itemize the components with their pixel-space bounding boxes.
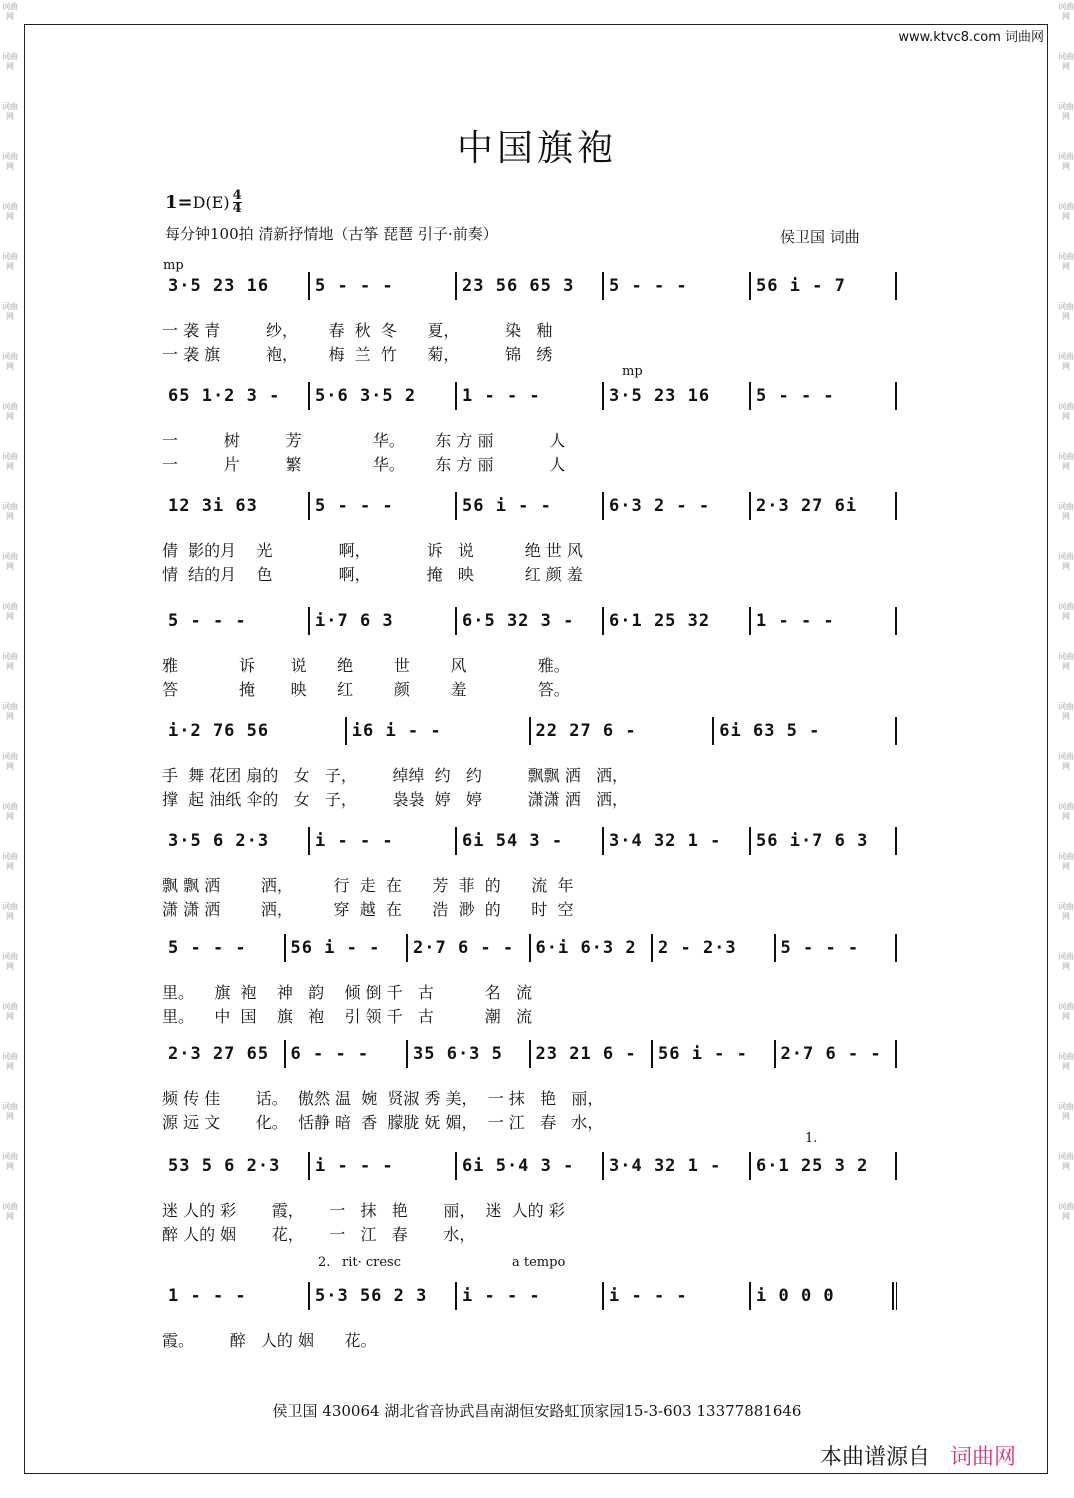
- watermark-text: 词曲网: [1058, 502, 1074, 521]
- watermark-text: 词曲网: [1058, 1102, 1074, 1121]
- barline: [774, 1040, 776, 1068]
- watermark-text: 词曲网: [1058, 1002, 1074, 1021]
- barline: [455, 1152, 457, 1180]
- barline: [749, 272, 751, 300]
- lyric-line-1: 倩 影的月 光 啊， 诉 说 绝 世 风: [162, 541, 583, 560]
- song-title: 中国旗袍: [456, 128, 617, 169]
- watermark-text: 词曲网: [2, 852, 18, 871]
- measure-notes: 23 21 6 -: [535, 1044, 637, 1064]
- lyric-line-2: 撑 起 油纸 伞的 女 子， 袅袅 婷 婷 潇潇 洒 洒，: [162, 790, 629, 809]
- measure-notes: 5·3 56 2 3: [315, 1286, 428, 1306]
- music-system: [162, 932, 897, 1032]
- measure-notes: i6 i - -: [351, 721, 442, 741]
- notation-line: [162, 380, 897, 412]
- a-tempo-mark: a tempo: [512, 1255, 566, 1270]
- watermark-text: 词曲网: [1058, 202, 1074, 221]
- lyric-line-2: 源 远 文 化。 恬静 暗 香 朦胧 妩 媚， 一 江 春 水，: [162, 1113, 604, 1132]
- barline: [602, 1152, 604, 1180]
- lyric-line-1: 手 舞 花团 扇的 女 子， 绰绰 约 约 飘飘 洒 洒，: [162, 766, 629, 785]
- barline: [895, 1040, 897, 1068]
- barline: [529, 717, 531, 745]
- dynamic-mp-2: mp: [622, 364, 643, 379]
- watermark-text: 词曲网: [2, 602, 18, 621]
- barline: [455, 1282, 457, 1310]
- watermark-text: 词曲网: [1058, 552, 1074, 571]
- measure-notes: 5 - - -: [168, 938, 247, 958]
- watermark-text: 词曲网: [1058, 402, 1074, 421]
- site-url[interactable]: www.ktvc8.com 词曲网: [898, 30, 1044, 45]
- music-system: [162, 270, 897, 370]
- notation-line: [162, 825, 897, 857]
- measure-notes: 3·4 32 1 -: [609, 1156, 722, 1176]
- measure-notes: 1 - - -: [168, 1286, 247, 1306]
- notation-line: [162, 932, 897, 964]
- lyric-line-2: 答 掩 映 红 颜 羞 答。: [162, 680, 570, 699]
- watermark-text: 词曲网: [1058, 802, 1074, 821]
- measure-notes: 6i 63 5 -: [719, 721, 821, 741]
- measure-notes: 22 27 6 -: [535, 721, 637, 741]
- measure-notes: 5 - - -: [756, 386, 835, 406]
- measure-notes: 6i 5·4 3 -: [462, 1156, 575, 1176]
- barline: [749, 382, 751, 410]
- barline: [308, 1282, 310, 1310]
- music-system: [162, 715, 897, 815]
- watermark-text: 词曲网: [1058, 1152, 1074, 1171]
- volta-1-mark: 1.: [805, 1131, 818, 1146]
- barline: [895, 272, 897, 300]
- measure-notes: i·7 6 3: [315, 611, 394, 631]
- music-system: [162, 380, 897, 480]
- barline: [895, 717, 897, 745]
- measure-notes: 5 - - -: [168, 611, 247, 631]
- measure-notes: 6·1 25 32: [609, 611, 711, 631]
- measure-notes: 6 - - -: [290, 1044, 370, 1064]
- barline: [455, 607, 457, 635]
- barline: [602, 607, 604, 635]
- barline: [895, 827, 897, 855]
- watermark-text: 词曲网: [1058, 952, 1074, 971]
- watermark-text: 词曲网: [1058, 602, 1074, 621]
- barline: [749, 1282, 751, 1310]
- barline: [651, 1040, 653, 1068]
- measure-notes: 3·4 32 1 -: [609, 831, 722, 851]
- measure-notes: 6i 54 3 -: [462, 831, 564, 851]
- watermark-text: 词曲网: [2, 2, 18, 21]
- measure-notes: 5·6 3·5 2: [315, 386, 417, 406]
- watermark-text: 词曲网: [2, 302, 18, 321]
- watermark-text: 词曲网: [2, 1102, 18, 1121]
- barline: [749, 1152, 751, 1180]
- watermark-text: 词曲网: [2, 552, 18, 571]
- barline: [284, 934, 286, 962]
- lyric-line-1: 霞。 醉 人的 姻 花。: [162, 1331, 377, 1350]
- watermark-text: 词曲网: [1058, 1202, 1074, 1221]
- source-credit: [820, 1440, 1016, 1471]
- barline: [602, 1282, 604, 1310]
- measure-notes: 6·5 32 3 -: [462, 611, 575, 631]
- measure-notes: 5 - - -: [780, 938, 860, 958]
- barline: [895, 382, 897, 410]
- lyric-line-2: 情 结的月 色 啊， 掩 映 红 颜 羞: [162, 565, 583, 584]
- source-label: 本曲谱源自: [820, 1445, 931, 1470]
- measure-notes: 6·i 6·3 2: [535, 938, 637, 958]
- watermark-text: 词曲网: [1058, 452, 1074, 471]
- barline: [602, 382, 604, 410]
- watermark-text: 词曲网: [1058, 1052, 1074, 1071]
- notation-line: [162, 1038, 897, 1070]
- measure-notes: 5 - - -: [609, 276, 688, 296]
- measure-notes: i - - -: [315, 1156, 394, 1176]
- watermark-text: 词曲网: [2, 702, 18, 721]
- barline: [895, 1152, 897, 1180]
- measure-notes: 56 i - -: [462, 496, 552, 516]
- watermark-text: 词曲网: [1058, 752, 1074, 771]
- music-system: [162, 825, 897, 925]
- lyric-line-1: 一 袭 青 纱， 春 秋 冬 夏， 染 釉: [162, 321, 553, 340]
- barline: [308, 382, 310, 410]
- notation-line: [162, 715, 897, 747]
- music-system: [162, 605, 897, 705]
- music-system: [162, 490, 897, 590]
- watermark-text: 词曲网: [1058, 2, 1074, 21]
- watermark-text: 词曲网: [1058, 852, 1074, 871]
- notation-line: [162, 490, 897, 522]
- time-numerator: 4: [232, 188, 242, 203]
- source-brand[interactable]: 词曲网: [950, 1445, 1017, 1470]
- final-barline: [892, 1282, 897, 1310]
- lyric-line-2: 里。 中 国 旗 袍 引 领 千 古 潮 流: [162, 1007, 533, 1026]
- measure-notes: 53 5 6 2·3: [168, 1156, 281, 1176]
- barline: [602, 272, 604, 300]
- barline: [895, 492, 897, 520]
- lyric-line-1: 迷 人的 彩 霞， 一 抹 艳 丽， 迷 人的 彩: [162, 1201, 565, 1220]
- watermark-text: 词曲网: [2, 1052, 18, 1071]
- time-denominator: 4: [232, 201, 242, 216]
- watermark-text: 词曲网: [1058, 102, 1074, 121]
- measure-notes: i·2 76 56: [168, 721, 270, 741]
- music-system: [162, 1280, 897, 1380]
- lyric-line-1: 频 传 佳 话。 傲然 温 婉 贤淑 秀 美， 一 抹 艳 丽，: [162, 1089, 604, 1108]
- watermark-text: 词曲网: [2, 1002, 18, 1021]
- barline: [895, 607, 897, 635]
- watermark-text: 词曲网: [2, 952, 18, 971]
- measure-notes: 3·5 23 16: [609, 386, 711, 406]
- measure-notes: 65 1·2 3 -: [168, 386, 281, 406]
- watermark-text: 词曲网: [1058, 702, 1074, 721]
- tempo-marking: 每分钟100拍 清新抒情地（古筝 琵琶 引子·前奏）: [165, 225, 498, 243]
- measure-notes: i - - -: [315, 831, 394, 851]
- watermark-text: 词曲网: [1058, 902, 1074, 921]
- measure-notes: 2 - 2·3: [658, 938, 737, 958]
- time-signature: [233, 190, 242, 215]
- barline: [406, 934, 408, 962]
- music-system: [162, 1038, 897, 1138]
- watermark-text: 词曲网: [1058, 152, 1074, 171]
- notation-line: [162, 1280, 897, 1312]
- barline: [455, 272, 457, 300]
- measure-notes: 1 - - -: [462, 386, 541, 406]
- measure-notes: i - - -: [609, 1286, 688, 1306]
- barline: [308, 607, 310, 635]
- notation-line: [162, 605, 897, 637]
- barline: [406, 1040, 408, 1068]
- measure-notes: 35 6·3 5: [413, 1044, 503, 1064]
- watermark-text: 词曲网: [2, 652, 18, 671]
- watermark-text: 词曲网: [2, 902, 18, 921]
- measure-notes: i 0 0 0: [756, 1286, 835, 1306]
- barline: [455, 382, 457, 410]
- barline: [602, 827, 604, 855]
- measure-notes: 2·7 6 - -: [780, 1044, 882, 1064]
- watermark-text: 词曲网: [2, 152, 18, 171]
- barline: [602, 492, 604, 520]
- key-signature: [165, 190, 242, 215]
- key-tonality: D(E): [192, 193, 230, 212]
- measure-notes: i - - -: [462, 1286, 541, 1306]
- music-system: [162, 1150, 897, 1250]
- watermark-strip-right: [1058, 0, 1074, 1498]
- lyric-line-2: 醉 人的 姻 花， 一 江 春 水，: [162, 1225, 476, 1244]
- watermark-text: 词曲网: [1058, 52, 1074, 71]
- barline: [308, 827, 310, 855]
- volta-2-mark: 2.: [318, 1255, 331, 1270]
- barline: [308, 272, 310, 300]
- barline: [712, 717, 714, 745]
- barline: [774, 934, 776, 962]
- measure-notes: 2·3 27 65: [168, 1044, 270, 1064]
- watermark-text: 词曲网: [1058, 652, 1074, 671]
- contact-footer: 侯卫国 430064 湖北省音协武昌南湖恒安路虹顶家园15-3-603 13377881646: [272, 1402, 802, 1420]
- barline: [749, 492, 751, 520]
- measure-notes: 12 3i 63: [168, 496, 258, 516]
- lyric-line-1: 一 树 芳 华。 东 方 丽 人: [162, 431, 566, 450]
- barline: [749, 827, 751, 855]
- measure-notes: 6·3 2 - -: [609, 496, 711, 516]
- barline: [455, 827, 457, 855]
- watermark-text: 词曲网: [2, 252, 18, 271]
- lyric-line-1: 雅 诉 说 绝 世 风 雅。: [162, 656, 570, 675]
- barline: [651, 934, 653, 962]
- lyric-line-2: 一 袭 旗 袍， 梅 兰 竹 菊， 锦 绣: [162, 345, 553, 364]
- notation-line: [162, 1150, 897, 1182]
- barline: [284, 1040, 286, 1068]
- watermark-text: 词曲网: [2, 402, 18, 421]
- watermark-text: 词曲网: [1058, 302, 1074, 321]
- lyric-line-2: 潇 潇 洒 洒， 穿 越 在 浩 渺 的 时 空: [162, 900, 574, 919]
- watermark-text: 词曲网: [2, 102, 18, 121]
- watermark-text: 词曲网: [2, 352, 18, 371]
- watermark-text: 词曲网: [2, 802, 18, 821]
- watermark-text: 词曲网: [2, 202, 18, 221]
- watermark-text: 词曲网: [2, 1152, 18, 1171]
- measure-notes: 3·5 6 2·3: [168, 831, 270, 851]
- measure-notes: 6·1 25 3 2: [756, 1156, 869, 1176]
- key-prefix: 1=: [165, 192, 193, 213]
- barline: [455, 492, 457, 520]
- dynamic-mp-1: mp: [163, 258, 184, 273]
- measure-notes: 2·7 6 - -: [413, 938, 515, 958]
- watermark-text: 词曲网: [1058, 352, 1074, 371]
- measure-notes: 56 i - -: [658, 1044, 748, 1064]
- watermark-text: 词曲网: [2, 1202, 18, 1221]
- lyric-line-1: 里。 旗 袍 神 韵 倾 倒 千 古 名 流: [162, 983, 533, 1002]
- barline: [749, 607, 751, 635]
- notation-line: [162, 270, 897, 302]
- watermark-text: 词曲网: [2, 52, 18, 71]
- barline: [345, 717, 347, 745]
- barline: [895, 934, 897, 962]
- measure-notes: 5 - - -: [315, 276, 394, 296]
- measure-notes: 2·3 27 6i: [756, 496, 858, 516]
- watermark-text: 词曲网: [1058, 252, 1074, 271]
- barline: [308, 1152, 310, 1180]
- watermark-text: 词曲网: [2, 502, 18, 521]
- watermark-text: 词曲网: [2, 752, 18, 771]
- measure-notes: 23 56 65 3: [462, 276, 575, 296]
- measure-notes: 3·5 23 16: [168, 276, 270, 296]
- measure-notes: 5 - - -: [315, 496, 394, 516]
- lyric-line-2: 一 片 繁 华。 东 方 丽 人: [162, 455, 566, 474]
- watermark-strip-left: [2, 0, 18, 1498]
- measure-notes: 56 i - 7: [756, 276, 846, 296]
- author-credit: 侯卫国 词曲: [780, 228, 860, 246]
- measure-notes: 1 - - -: [756, 611, 835, 631]
- barline: [529, 934, 531, 962]
- watermark-text: 词曲网: [2, 452, 18, 471]
- barline: [529, 1040, 531, 1068]
- lyric-line-1: 飘 飘 洒 洒， 行 走 在 芳 菲 的 流 年: [162, 876, 574, 895]
- measure-notes: 56 i - -: [290, 938, 381, 958]
- rit-cresc-mark: rit· cresc: [342, 1255, 402, 1270]
- barline: [308, 492, 310, 520]
- measure-notes: 56 i·7 6 3: [756, 831, 869, 851]
